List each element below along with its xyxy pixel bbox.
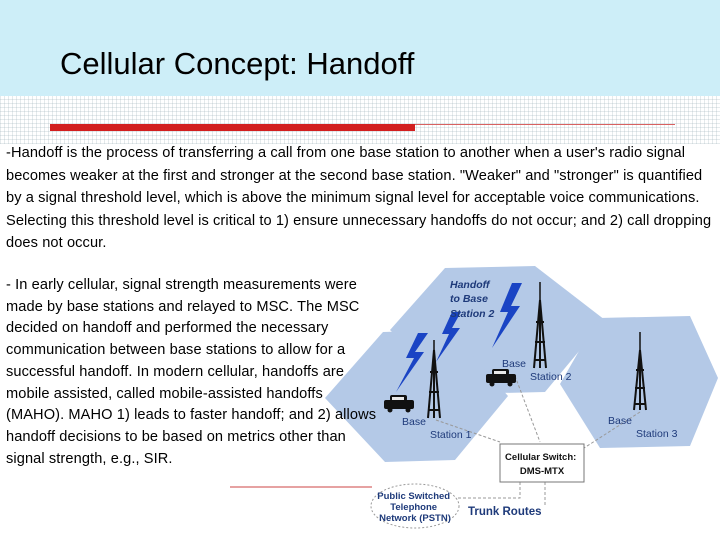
slide-title: Cellular Concept: Handoff	[60, 46, 415, 81]
svg-text:Cellular Switch: DMS-MTX: Cellular Switch: DMS-MTX	[505, 452, 577, 477]
base-station-2-label: Base Station 2	[502, 358, 572, 383]
cellular-switch-box	[500, 444, 584, 482]
svg-text:Public Switched Telephon: Public Switched Telephone Network (PSTN)	[377, 491, 451, 524]
handoff-definition-paragraph: -Handoff is the process of transferring a call from one base station to another when a user's radio signal becomes weaker at the first and stronger at the second base station. "Weaker" and "stronger" is quantified by a signal threshold level, which is above the minimum signal level for acceptable voice communications. Selecting this threshold level is critical to 1) ensure unnecessary handoffs do not occur; and 2) call dropping does not occur.	[6, 145, 712, 252]
base-station-1-label: Base Station 1	[402, 416, 472, 441]
trunk-routes-label: Trunk Routes	[468, 506, 542, 518]
maho-paragraph: - In early cellular, signal strength measurements were made by base stations and relayed to MSC. The MSC decided on handoff and performed the necessary communication between base stations to allow for a successful handoff. In modern cellular, handoffs are mobile assisted, called mobile-assisted handoffs (MAHO). MAHO 1) leads to faster handoff; and 2) allows handoff decisions to be based on metrics other than signal strength, e.g., SIR.	[6, 277, 377, 467]
base-station-3-label: Base Station 3	[608, 415, 678, 440]
pstn-cloud	[371, 484, 459, 528]
handoff-label: Handoff to Base Station 2	[450, 279, 495, 320]
